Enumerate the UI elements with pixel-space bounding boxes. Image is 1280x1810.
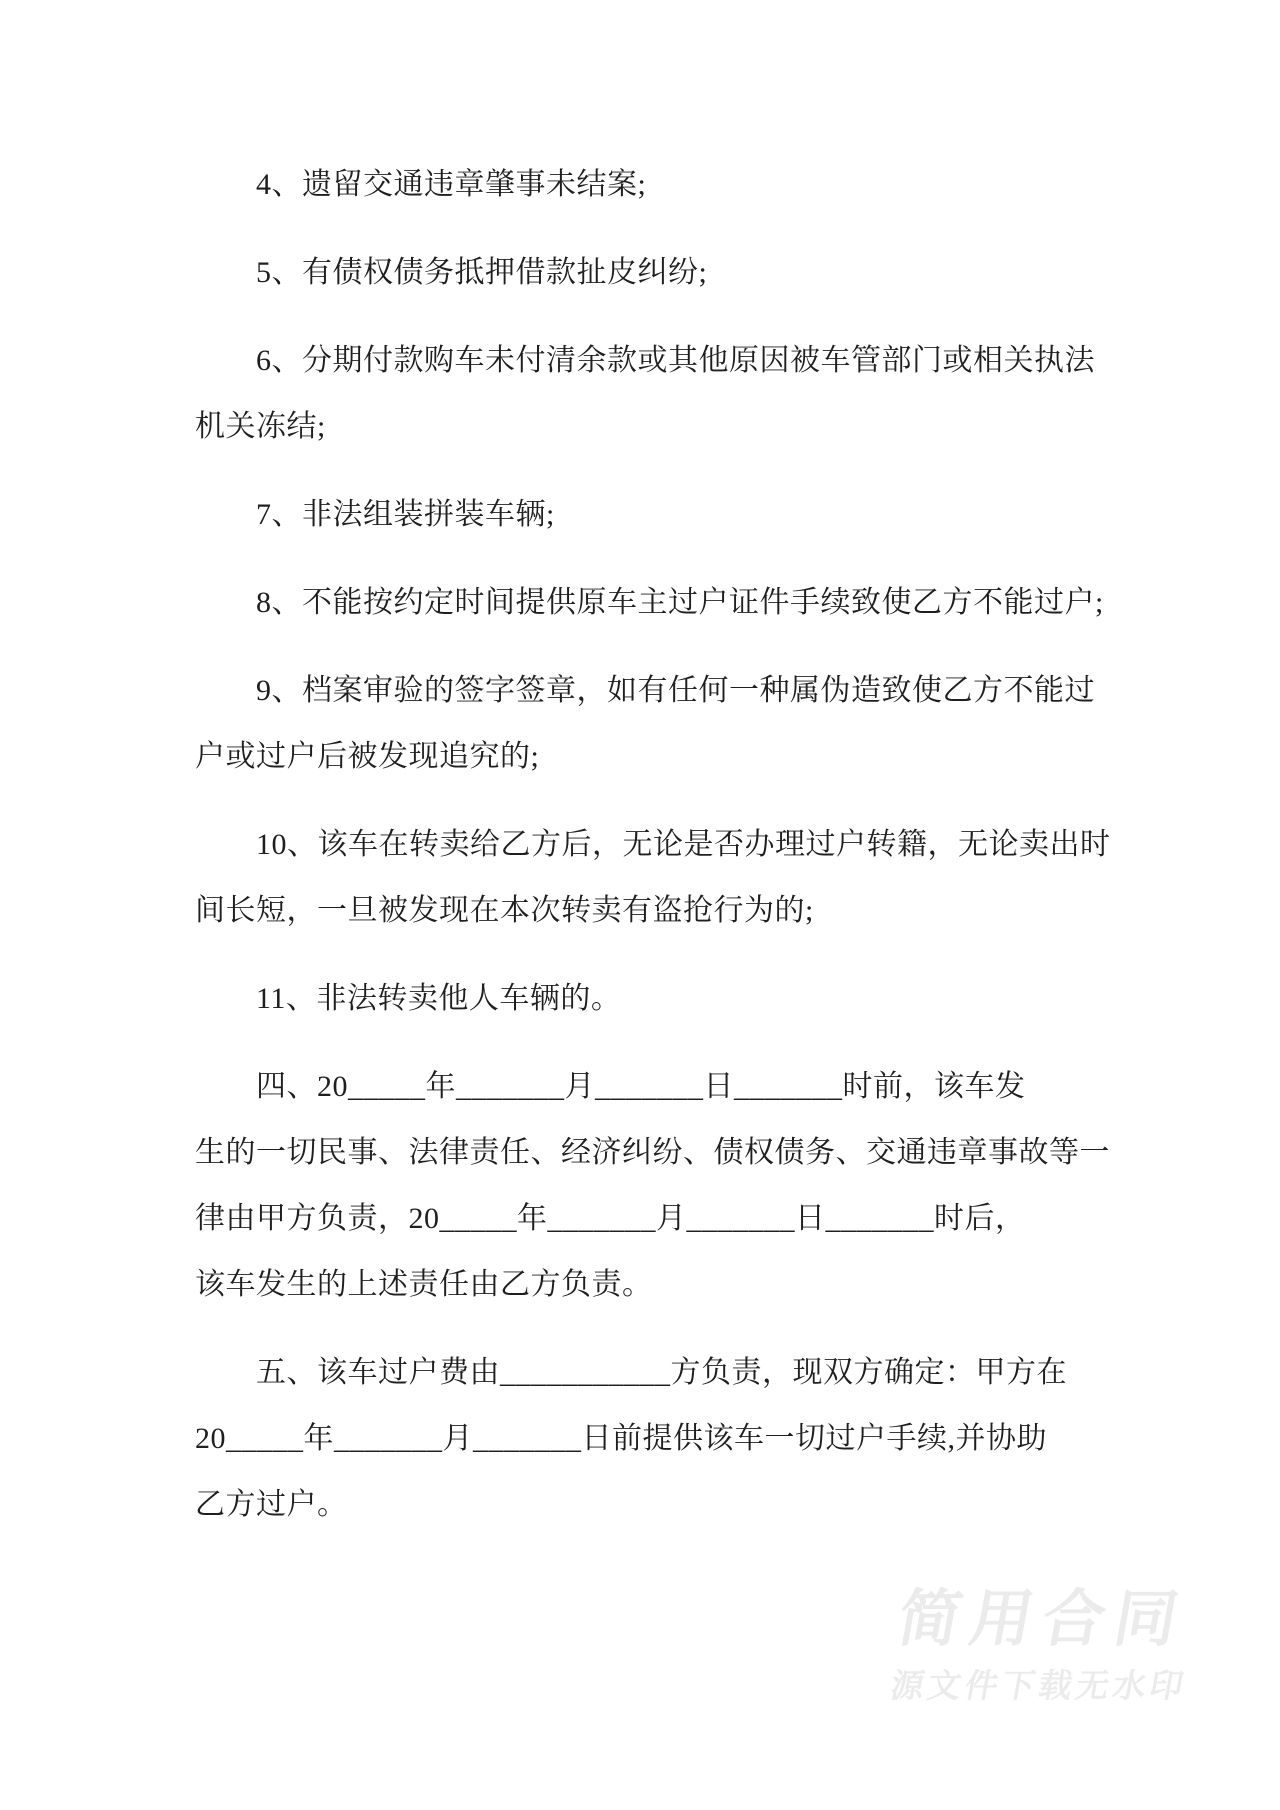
- document-line: 4、遗留交通违章肇事未结案;: [195, 168, 647, 201]
- document-line: 律由甲方负责，20_____年_______月_______日_______时后，: [195, 1202, 1026, 1235]
- watermark: [887, 1582, 1194, 1705]
- watermark-subtitle: 源文件下载无水印: [887, 1666, 1191, 1705]
- document-line: 8、不能按约定时间提供原车主过户证件手续致使乙方不能过户;: [195, 586, 1104, 619]
- document-line: 四、20_____年_______月_______日_______时前，该车发: [195, 1070, 1026, 1103]
- document-line: 7、非法组装拼装车辆;: [195, 498, 555, 531]
- document-line: 9、档案审验的签字签章，如有任何一种属伪造致使乙方不能过: [195, 674, 1095, 707]
- watermark-title-row: [891, 1582, 1194, 1655]
- contract-body: [195, 0, 1111, 1538]
- document-line: 户或过户后被发现追究的;: [195, 740, 540, 773]
- document-line: 20_____年_______月_______日前提供该车一切过户手续,并协助: [195, 1422, 1047, 1455]
- watermark-title: 简用合同: [892, 1582, 1194, 1655]
- document-line: 10、该车在转卖给乙方后，无论是否办理过户转籍，无论卖出时: [195, 828, 1111, 861]
- document-line: 五、该车过户费由___________方负责，现双方确定：甲方在: [195, 1356, 1067, 1389]
- document-line: 5、有债权债务抵押借款扯皮纠纷;: [195, 256, 708, 289]
- document-line: 该车发生的上述责任由乙方负责。: [195, 1268, 653, 1301]
- document-line: 11、非法转卖他人车辆的。: [195, 982, 622, 1015]
- watermark-subtitle-row: [887, 1652, 1191, 1705]
- document-line: 生的一切民事、法律责任、经济纠纷、债权债务、交通违章事故等一: [195, 1136, 1110, 1169]
- document-line: 6、分期付款购车未付清余款或其他原因被车管部门或相关执法: [195, 344, 1095, 377]
- document-line: 间长短，一旦被发现在本次转卖有盗抢行为的;: [195, 894, 814, 927]
- document-line: 机关冻结;: [195, 410, 326, 443]
- document-line: 乙方过户。: [195, 1488, 348, 1521]
